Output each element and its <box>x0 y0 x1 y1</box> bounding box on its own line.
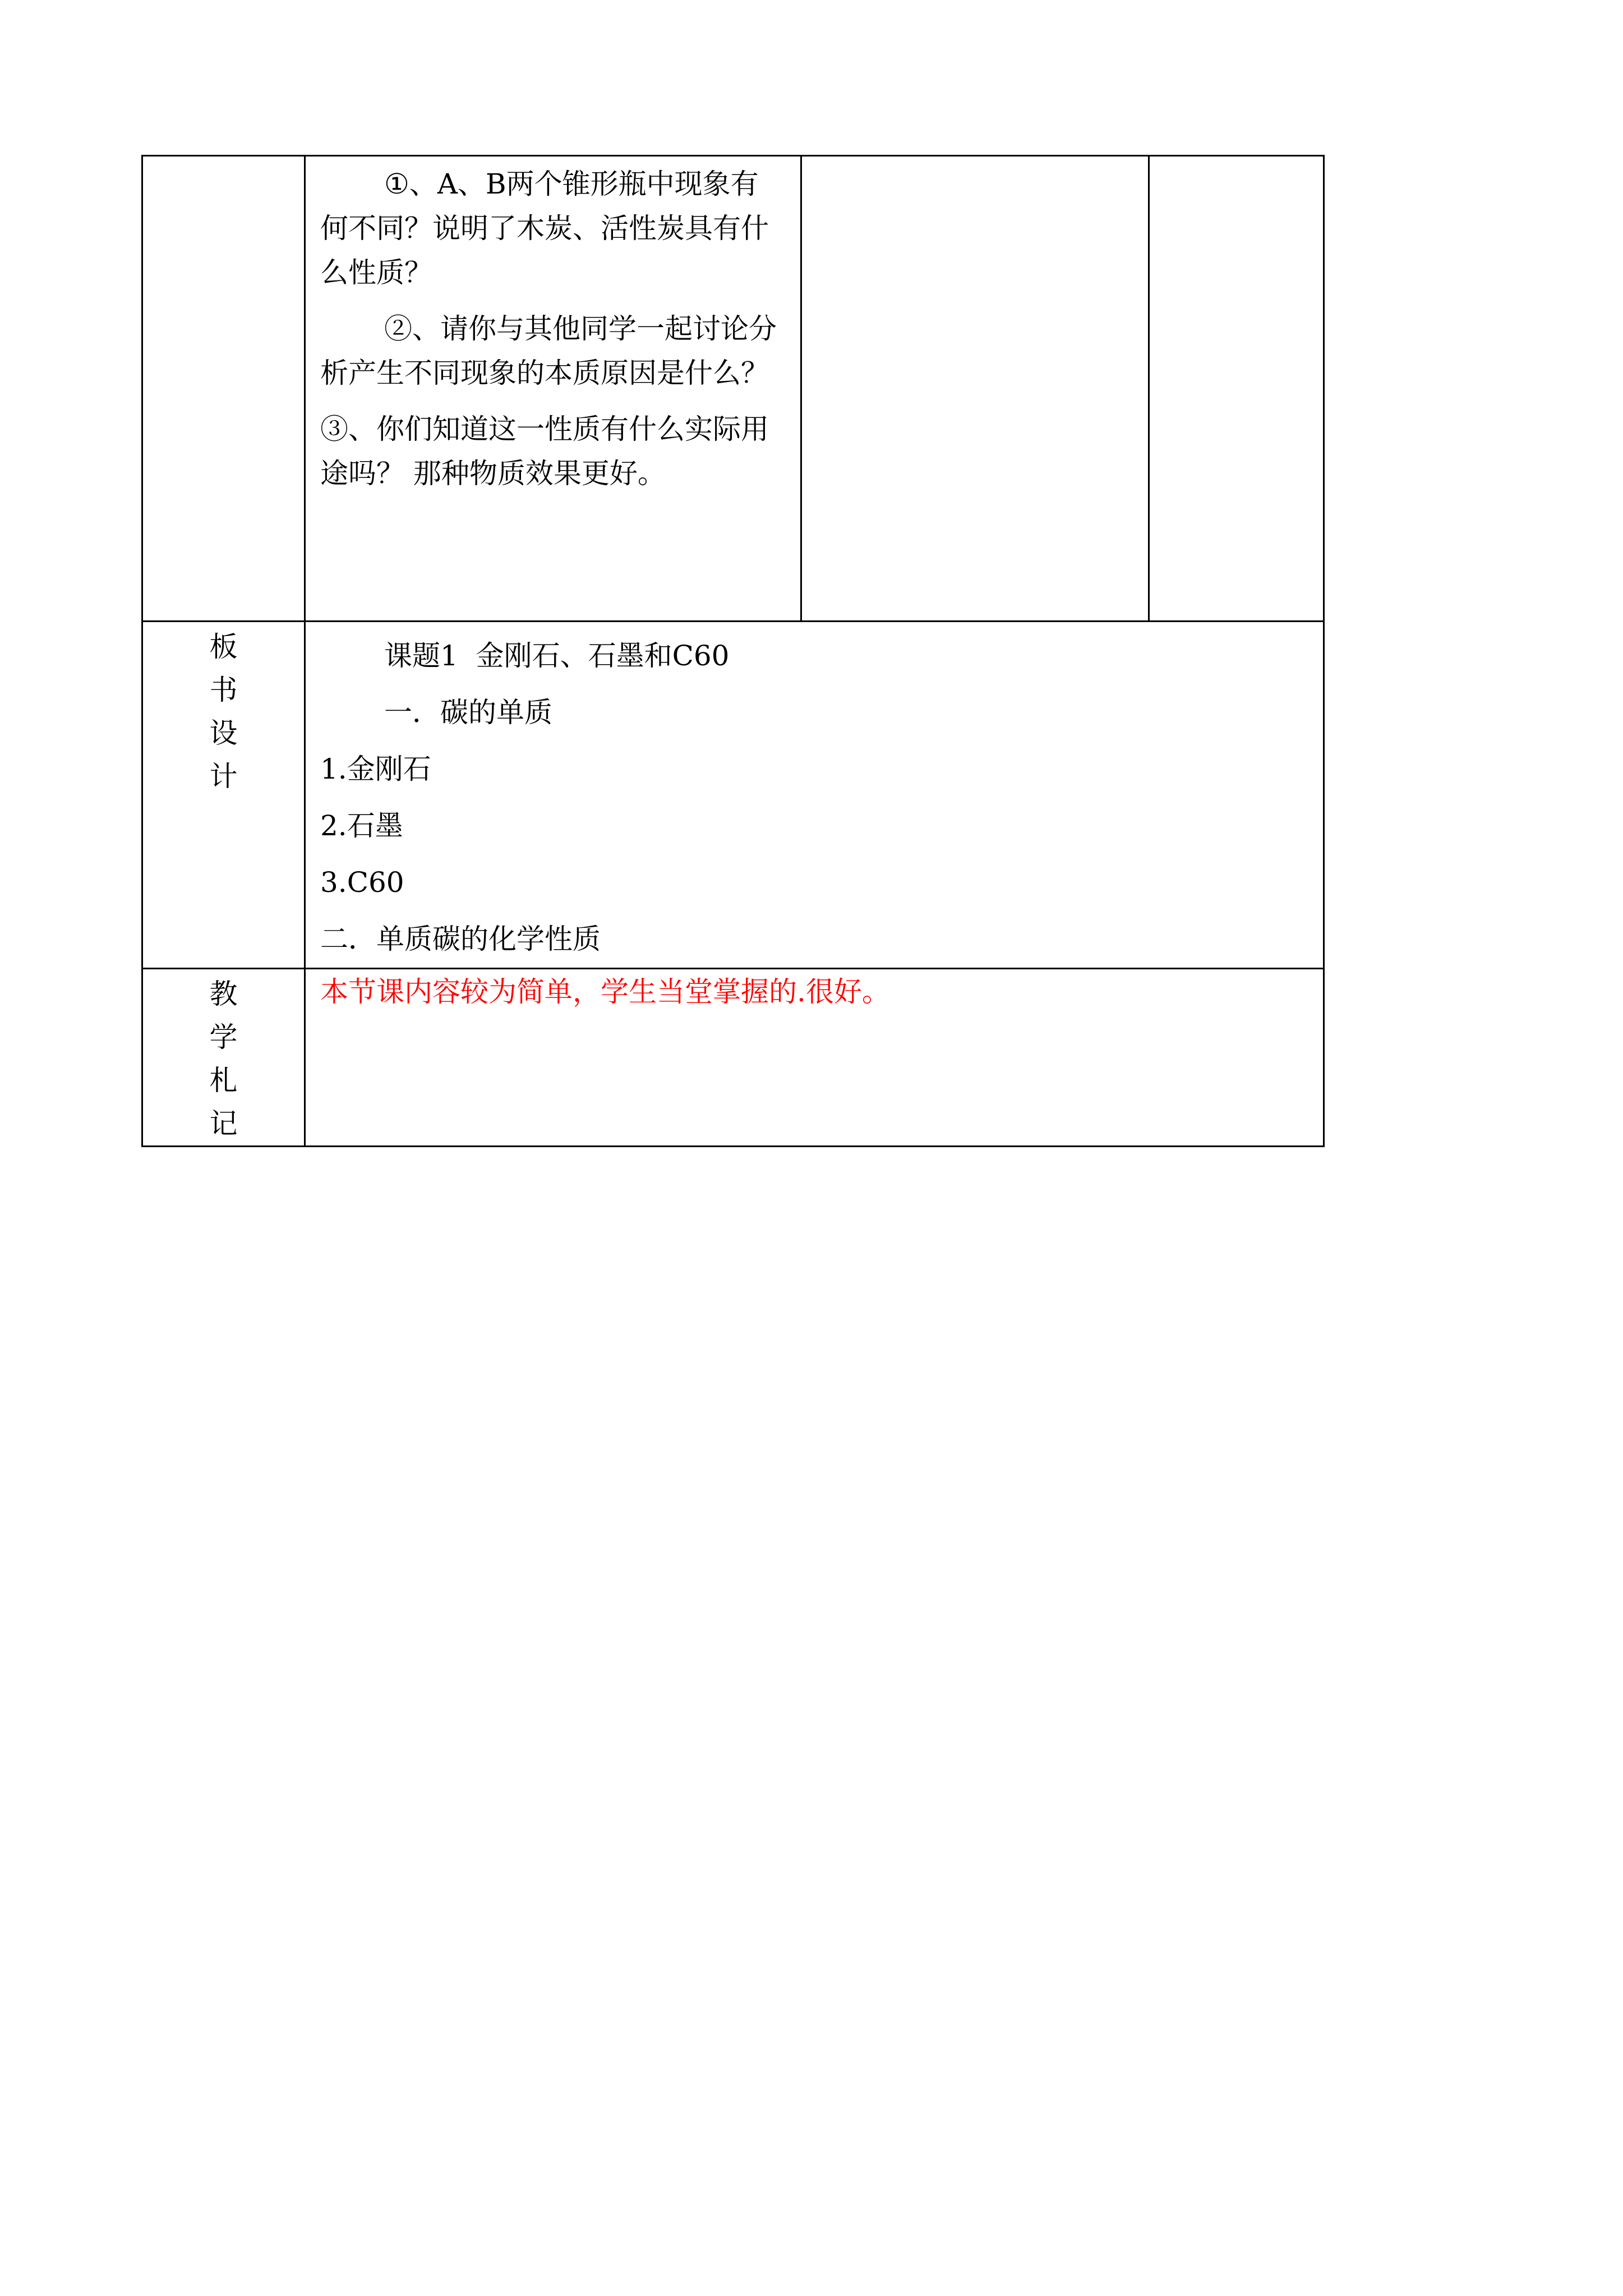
board-section-heading: 一．碳的单质 <box>384 696 552 729</box>
question-2: ②、请你与其他同学一起讨论分析产生不同现象的本质原因是什么？ <box>320 312 777 389</box>
teaching-notes-row <box>142 969 1324 1147</box>
activity-row-label-cell <box>142 156 305 622</box>
board-label-char: 设 <box>209 717 238 749</box>
notes-label-char: 教 <box>209 978 238 1010</box>
teaching-notes-text: 本节课内容较为简单，学生当堂掌握的.很好。 <box>320 976 890 1008</box>
notes-label-char: 记 <box>209 1107 238 1140</box>
question-1: ①、A、B两个锥形瓶中现象有何不同？说明了木炭、活性炭具有什么性质？ <box>320 168 769 289</box>
notes-label-char: 学 <box>209 1021 238 1053</box>
board-design-label-cell <box>142 622 305 969</box>
board-list-item: 1.金刚石 <box>320 753 431 785</box>
teaching-notes-content-cell <box>305 969 1324 1147</box>
board-design-content-cell <box>305 622 1324 969</box>
board-lesson-title: 课题1 金刚石、石墨和C60 <box>384 639 730 672</box>
board-label-char: 板 <box>209 631 238 663</box>
activity-questions-cell <box>305 156 801 622</box>
teaching-notes-label-cell <box>142 969 305 1147</box>
board-label-char: 计 <box>209 760 238 793</box>
board-design-row <box>142 622 1324 969</box>
board-list-item: 2.石墨 <box>320 809 403 842</box>
activity-row <box>142 156 1324 622</box>
board-label-char: 书 <box>209 674 238 706</box>
activity-student-cell <box>801 156 1149 622</box>
lesson-plan-table <box>141 155 1325 1147</box>
board-list-item: 3.C60 <box>320 866 404 899</box>
question-3: ③、你们知道这一性质有什么实际用途吗？ 那种物质效果更好。 <box>320 413 769 490</box>
activity-intent-cell <box>1149 156 1324 622</box>
notes-label-char: 札 <box>209 1064 238 1097</box>
board-section-heading: 二．单质碳的化学性质 <box>320 923 601 955</box>
